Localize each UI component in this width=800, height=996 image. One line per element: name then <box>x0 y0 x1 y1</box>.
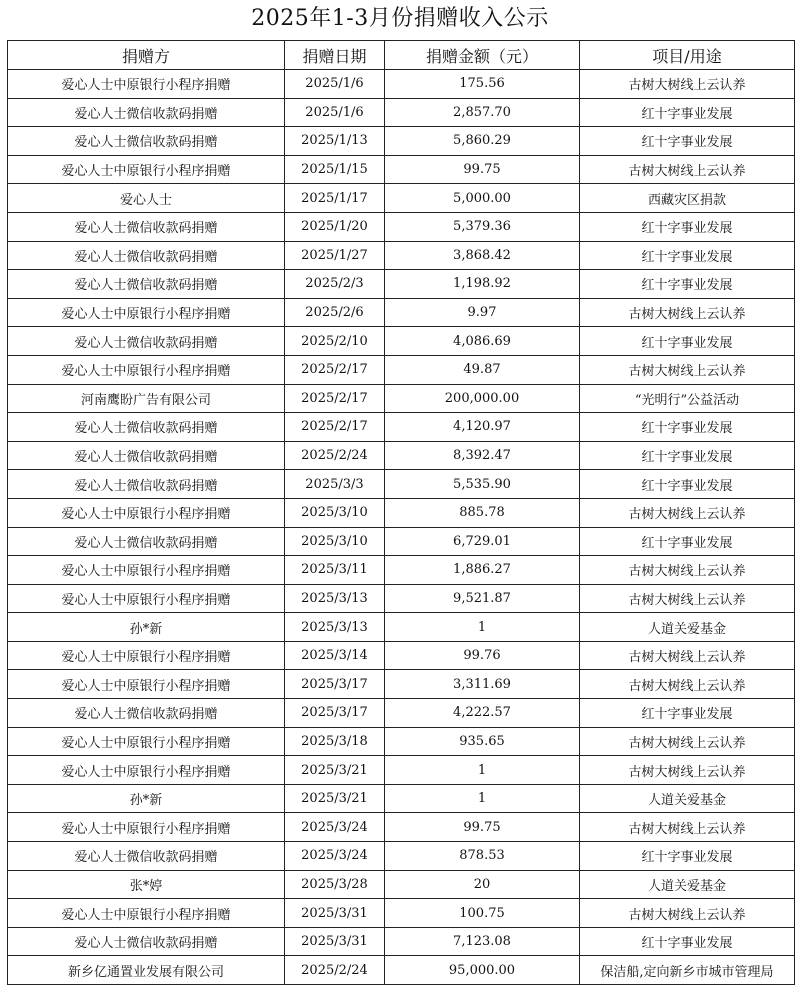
purpose-cell: 红十字事业发展 <box>580 470 795 499</box>
donor-cell: 爱心人士中原银行小程序捐赠 <box>8 899 285 928</box>
date-cell: 2025/3/21 <box>285 784 385 813</box>
purpose-cell: 红十字事业发展 <box>580 927 795 956</box>
date-cell: 2025/2/17 <box>285 413 385 442</box>
amount-cell: 1,198.92 <box>385 270 580 299</box>
purpose-cell: 古树大树线上云认养 <box>580 813 795 842</box>
amount-cell: 5,379.36 <box>385 212 580 241</box>
donor-cell: 爱心人士微信收款码捐赠 <box>8 441 285 470</box>
page-title: 2025年1-3月份捐赠收入公示 <box>251 6 549 31</box>
header-purpose: 项目/用途 <box>580 41 795 70</box>
date-cell: 2025/2/3 <box>285 270 385 299</box>
date-cell: 2025/1/15 <box>285 155 385 184</box>
date-cell: 2025/3/24 <box>285 813 385 842</box>
donor-cell: 爱心人士中原银行小程序捐赠 <box>8 727 285 756</box>
table-row <box>8 413 795 442</box>
amount-cell: 5,860.29 <box>385 127 580 156</box>
donor-cell: 爱心人士微信收款码捐赠 <box>8 98 285 127</box>
date-cell: 2025/2/24 <box>285 956 385 985</box>
table-row <box>8 241 795 270</box>
purpose-cell: 红十字事业发展 <box>580 413 795 442</box>
date-cell: 2025/3/24 <box>285 842 385 871</box>
date-cell: 2025/3/28 <box>285 870 385 899</box>
table-row <box>8 441 795 470</box>
donor-cell: 爱心人士微信收款码捐赠 <box>8 927 285 956</box>
table-row <box>8 298 795 327</box>
table-row <box>8 498 795 527</box>
date-cell: 2025/3/13 <box>285 584 385 613</box>
amount-cell: 4,086.69 <box>385 327 580 356</box>
date-cell: 2025/2/6 <box>285 298 385 327</box>
purpose-cell: 红十字事业发展 <box>580 327 795 356</box>
amount-cell: 2,857.70 <box>385 98 580 127</box>
amount-cell: 885.78 <box>385 498 580 527</box>
purpose-cell: 古树大树线上云认养 <box>580 498 795 527</box>
header-amount: 捐赠金额（元） <box>385 41 580 70</box>
purpose-cell: 古树大树线上云认养 <box>580 727 795 756</box>
table-row <box>8 556 795 585</box>
donor-cell: 爱心人士微信收款码捐赠 <box>8 413 285 442</box>
purpose-cell: 红十字事业发展 <box>580 98 795 127</box>
purpose-cell: “光明行”公益活动 <box>580 384 795 413</box>
date-cell: 2025/3/18 <box>285 727 385 756</box>
table-row <box>8 842 795 871</box>
amount-cell: 3,311.69 <box>385 670 580 699</box>
date-cell: 2025/3/10 <box>285 527 385 556</box>
date-cell: 2025/3/17 <box>285 699 385 728</box>
donor-cell: 孙*新 <box>8 784 285 813</box>
table-row <box>8 327 795 356</box>
donor-cell: 爱心人士中原银行小程序捐赠 <box>8 355 285 384</box>
table-row <box>8 784 795 813</box>
table-row <box>8 155 795 184</box>
donor-cell: 河南鹰盼广告有限公司 <box>8 384 285 413</box>
table-row <box>8 470 795 499</box>
date-cell: 2025/2/17 <box>285 384 385 413</box>
table-row <box>8 813 795 842</box>
purpose-cell: 西藏灾区捐款 <box>580 184 795 213</box>
date-cell: 2025/1/17 <box>285 184 385 213</box>
purpose-cell: 人道关爱基金 <box>580 784 795 813</box>
donor-cell: 爱心人士微信收款码捐赠 <box>8 127 285 156</box>
purpose-cell: 人道关爱基金 <box>580 613 795 642</box>
purpose-cell: 红十字事业发展 <box>580 441 795 470</box>
table-row <box>8 956 795 985</box>
amount-cell: 95,000.00 <box>385 956 580 985</box>
amount-cell: 8,392.47 <box>385 441 580 470</box>
table-row <box>8 670 795 699</box>
purpose-cell: 古树大树线上云认养 <box>580 355 795 384</box>
header-donor: 捐赠方 <box>8 41 285 70</box>
table-row <box>8 899 795 928</box>
donor-cell: 爱心人士中原银行小程序捐赠 <box>8 498 285 527</box>
date-cell: 2025/3/13 <box>285 613 385 642</box>
donor-cell: 爱心人士微信收款码捐赠 <box>8 212 285 241</box>
purpose-cell: 古树大树线上云认养 <box>580 556 795 585</box>
date-cell: 2025/3/31 <box>285 899 385 928</box>
amount-cell: 4,222.57 <box>385 699 580 728</box>
amount-cell: 1,886.27 <box>385 556 580 585</box>
amount-cell: 175.56 <box>385 70 580 99</box>
donor-cell: 爱心人士微信收款码捐赠 <box>8 527 285 556</box>
purpose-cell: 古树大树线上云认养 <box>580 641 795 670</box>
purpose-cell: 红十字事业发展 <box>580 270 795 299</box>
purpose-cell: 古树大树线上云认养 <box>580 298 795 327</box>
date-cell: 2025/3/3 <box>285 470 385 499</box>
purpose-cell: 古树大树线上云认养 <box>580 899 795 928</box>
table-row <box>8 727 795 756</box>
date-cell: 2025/3/21 <box>285 756 385 785</box>
donor-cell: 爱心人士中原银行小程序捐赠 <box>8 813 285 842</box>
purpose-cell: 红十字事业发展 <box>580 241 795 270</box>
table-header-row <box>8 41 795 70</box>
purpose-cell: 古树大树线上云认养 <box>580 70 795 99</box>
donor-cell: 爱心人士中原银行小程序捐赠 <box>8 298 285 327</box>
amount-cell: 99.75 <box>385 813 580 842</box>
amount-cell: 20 <box>385 870 580 899</box>
donor-cell: 爱心人士中原银行小程序捐赠 <box>8 584 285 613</box>
purpose-cell: 古树大树线上云认养 <box>580 670 795 699</box>
amount-cell: 100.75 <box>385 899 580 928</box>
amount-cell: 1 <box>385 613 580 642</box>
table-row <box>8 127 795 156</box>
purpose-cell: 红十字事业发展 <box>580 842 795 871</box>
amount-cell: 9.97 <box>385 298 580 327</box>
donor-cell: 张*婷 <box>8 870 285 899</box>
donor-cell: 爱心人士微信收款码捐赠 <box>8 241 285 270</box>
date-cell: 2025/3/14 <box>285 641 385 670</box>
donor-cell: 爱心人士微信收款码捐赠 <box>8 470 285 499</box>
donor-cell: 孙*新 <box>8 613 285 642</box>
date-cell: 2025/1/27 <box>285 241 385 270</box>
purpose-cell: 古树大树线上云认养 <box>580 756 795 785</box>
amount-cell: 1 <box>385 756 580 785</box>
amount-cell: 99.76 <box>385 641 580 670</box>
table-row <box>8 70 795 99</box>
purpose-cell: 保洁船,定向新乡市城市管理局 <box>580 956 795 985</box>
table-row <box>8 270 795 299</box>
amount-cell: 9,521.87 <box>385 584 580 613</box>
donor-cell: 爱心人士 <box>8 184 285 213</box>
amount-cell: 99.75 <box>385 155 580 184</box>
date-cell: 2025/3/10 <box>285 498 385 527</box>
date-cell: 2025/3/31 <box>285 927 385 956</box>
table-row <box>8 756 795 785</box>
amount-cell: 4,120.97 <box>385 413 580 442</box>
purpose-cell: 红十字事业发展 <box>580 699 795 728</box>
table-row <box>8 184 795 213</box>
table-row <box>8 384 795 413</box>
donor-cell: 爱心人士中原银行小程序捐赠 <box>8 70 285 99</box>
purpose-cell: 红十字事业发展 <box>580 212 795 241</box>
donor-cell: 爱心人士中原银行小程序捐赠 <box>8 670 285 699</box>
amount-cell: 6,729.01 <box>385 527 580 556</box>
date-cell: 2025/2/24 <box>285 441 385 470</box>
amount-cell: 200,000.00 <box>385 384 580 413</box>
date-cell: 2025/1/13 <box>285 127 385 156</box>
amount-cell: 5,535.90 <box>385 470 580 499</box>
date-cell: 2025/2/10 <box>285 327 385 356</box>
amount-cell: 935.65 <box>385 727 580 756</box>
table-row <box>8 355 795 384</box>
donor-cell: 爱心人士微信收款码捐赠 <box>8 842 285 871</box>
purpose-cell: 古树大树线上云认养 <box>580 584 795 613</box>
amount-cell: 3,868.42 <box>385 241 580 270</box>
header-date: 捐赠日期 <box>285 41 385 70</box>
amount-cell: 878.53 <box>385 842 580 871</box>
date-cell: 2025/1/6 <box>285 98 385 127</box>
date-cell: 2025/3/11 <box>285 556 385 585</box>
table-row <box>8 641 795 670</box>
table-row <box>8 927 795 956</box>
donation-table <box>7 40 795 985</box>
table-row <box>8 699 795 728</box>
donor-cell: 新乡亿通置业发展有限公司 <box>8 956 285 985</box>
amount-cell: 5,000.00 <box>385 184 580 213</box>
purpose-cell: 古树大树线上云认养 <box>580 155 795 184</box>
date-cell: 2025/1/6 <box>285 70 385 99</box>
donor-cell: 爱心人士微信收款码捐赠 <box>8 699 285 728</box>
purpose-cell: 红十字事业发展 <box>580 127 795 156</box>
table-row <box>8 212 795 241</box>
donor-cell: 爱心人士中原银行小程序捐赠 <box>8 155 285 184</box>
donor-cell: 爱心人士中原银行小程序捐赠 <box>8 756 285 785</box>
table-row <box>8 584 795 613</box>
amount-cell: 49.87 <box>385 355 580 384</box>
date-cell: 2025/2/17 <box>285 355 385 384</box>
date-cell: 2025/1/20 <box>285 212 385 241</box>
date-cell: 2025/3/17 <box>285 670 385 699</box>
donor-cell: 爱心人士中原银行小程序捐赠 <box>8 641 285 670</box>
donor-cell: 爱心人士微信收款码捐赠 <box>8 327 285 356</box>
table-row <box>8 98 795 127</box>
table-row <box>8 527 795 556</box>
purpose-cell: 人道关爱基金 <box>580 870 795 899</box>
table-row <box>8 613 795 642</box>
amount-cell: 1 <box>385 784 580 813</box>
amount-cell: 7,123.08 <box>385 927 580 956</box>
donor-cell: 爱心人士微信收款码捐赠 <box>8 270 285 299</box>
purpose-cell: 红十字事业发展 <box>580 527 795 556</box>
donor-cell: 爱心人士中原银行小程序捐赠 <box>8 556 285 585</box>
table-body <box>8 70 795 985</box>
table-row <box>8 870 795 899</box>
